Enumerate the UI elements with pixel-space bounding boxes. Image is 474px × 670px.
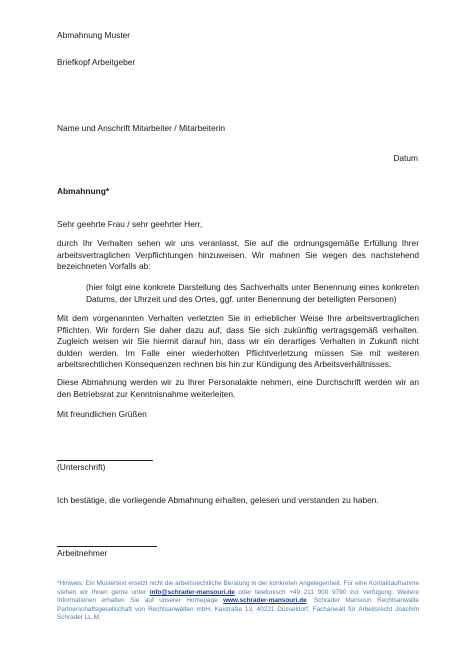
employee-signature-line bbox=[57, 546, 157, 547]
website-link[interactable]: www.schrader-mansouri.de bbox=[223, 597, 307, 605]
paragraph-1: durch Ihr Verhalten sehen wir uns veranlasst, Sie auf die ordnungsgemäße Erfüllung Ihrer arbeitsvertraglichen Verpflichtungen hinzuweisen. Wir mahnen Sie wegen des nachstehend bezeichneten Vorfalls ab: bbox=[57, 238, 419, 272]
salutation: Sehr geehrte Frau / sehr geehrter Herr, bbox=[57, 219, 203, 229]
letterhead-placeholder: Briefkopf Arbeitgeber bbox=[57, 57, 136, 67]
footer-disclaimer bbox=[57, 580, 419, 623]
footer-text-1: *Hinweis: Ein Mustertext ersetzt nicht die arbeitsrechtliche Beratung in der konkreten Angelegenheit. Für eine Kontaktaufnahme stehen wir Ihnen gerne unter bbox=[57, 580, 419, 596]
document-title: Abmahnung Muster bbox=[57, 30, 131, 40]
incident-description-placeholder: (hier folgt eine konkrete Darstellung des Sachverhalts unter Benennung eines konkreten Datums, der Uhrzeit und des Ortes, ggf. unter Benennung der beteiligten Personen) bbox=[86, 282, 419, 304]
date-placeholder: Datum bbox=[393, 153, 418, 163]
paragraph-2: Mit dem vorgenannten Verhalten verletzten Sie in erheblicher Weise Ihre arbeitsvertraglichen Pflichten. Wir fordern Sie daher dazu auf, dass Sie sich zukünftig vertragsgemäß verhalten. Zugleich weisen wir Sie hiermit darauf hin, dass wir ein derartiges Verhalten in Zukunft nicht dulden werden. Im Falle einer wiederholten Pflichtverletzung müssen Sie mit weiteren arbeitsrechtlichen Konsequenzen rechnen bis hin zur Kündigung des Arbeitsverhältnisses. bbox=[57, 313, 419, 370]
email-link[interactable]: info@schrader-mansouri.de bbox=[149, 588, 235, 596]
recipient-address-placeholder: Name und Anschrift Mitarbeiter / Mitarbeiterin bbox=[57, 123, 226, 133]
employee-label: Arbeitnehmer bbox=[57, 548, 108, 558]
footer-text-2: oder telefonisch +49 211 900 9790 zur Verfügung. Weitere Informationen erhalten Sie auf unserer Homepage bbox=[57, 588, 419, 605]
subject-line: Abmahnung* bbox=[57, 186, 110, 196]
footer-text-3: . Schrader Mansouri Rechtsanwälte Partnerschaftsgesellschaft von Rechtsanwälten mbH, Kaistraße 13, 40221 Düsseldorf, Fachanwalt für Arbeitsrecht Joachim Schrader LL.M. bbox=[57, 597, 419, 622]
closing: Mit freundlichen Grüßen bbox=[57, 409, 147, 419]
paragraph-3: Diese Abmahnung werden wir zu Ihrer Personalakte nehmen, eine Durchschrift werden wir an den Betriebsrat zur Kenntnisnahme weiterleiten. bbox=[57, 377, 419, 399]
signature-line bbox=[57, 460, 153, 461]
signature-label: (Unterschrift) bbox=[57, 462, 106, 472]
confirmation-statement: Ich bestätige, die vorliegende Abmahnung erhalten, gelesen und verstanden zu haben. bbox=[57, 495, 379, 505]
